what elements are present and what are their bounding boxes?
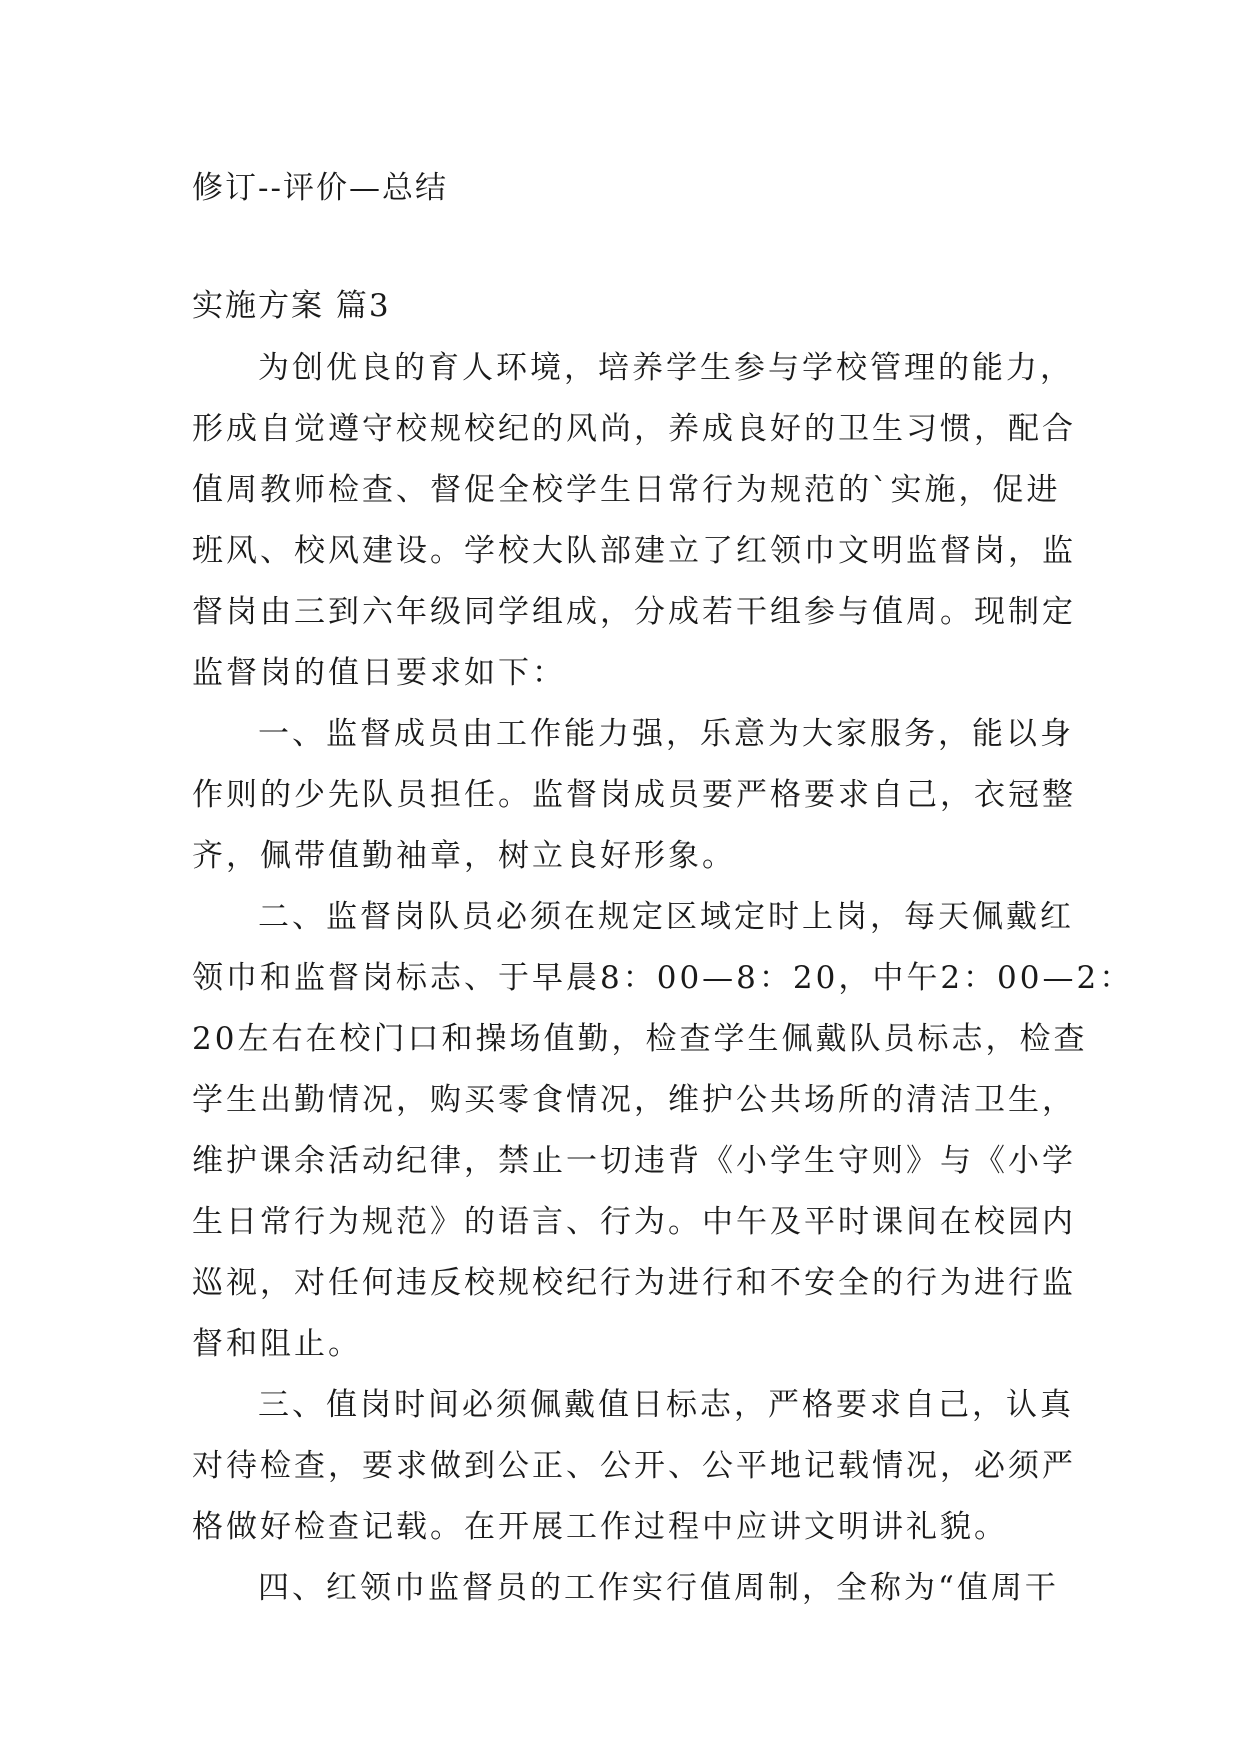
text-line: 监督岗的值日要求如下： <box>192 655 566 691</box>
text-line: 形成自觉遵守校规校纪的风尚，养成良好的卫生习惯，配合 <box>192 411 1076 447</box>
section-title: 实施方案 篇3 <box>192 288 391 324</box>
text-line: 学生出勤情况，购买零食情况，维护公共场所的清洁卫生， <box>192 1082 1076 1118</box>
text-line: 齐，佩带值勤袖章，树立良好形象。 <box>192 838 736 874</box>
page-heading: 修订--评价—总结 <box>192 170 448 206</box>
text-line: 督岗由三到六年级同学组成，分成若干组参与值周。现制定 <box>192 594 1076 630</box>
text-line: 领巾和监督岗标志、于早晨8：00—8：20，中午2：00—2： <box>192 960 1134 996</box>
text-line: 20左右在校门口和操场值勤，检查学生佩戴队员标志，检查 <box>192 1021 1088 1057</box>
text-line: 值周教师检查、督促全校学生日常行为规范的`实施，促进 <box>192 472 1061 508</box>
text-line: 格做好检查记载。在开展工作过程中应讲文明讲礼貌。 <box>192 1509 1008 1545</box>
text-line: 班风、校风建设。学校大队部建立了红领巾文明监督岗，监 <box>192 533 1076 569</box>
text-line: 三、值岗时间必须佩戴值日标志，严格要求自己，认真 <box>258 1387 1074 1423</box>
text-line: 作则的少先队员担任。监督岗成员要严格要求自己，衣冠整 <box>192 777 1076 813</box>
text-line: 巡视，对任何违反校规校纪行为进行和不安全的行为进行监 <box>192 1265 1076 1301</box>
text-line: 一、监督成员由工作能力强，乐意为大家服务，能以身 <box>258 716 1074 752</box>
text-line: 生日常行为规范》的语言、行为。中午及平时课间在校园内 <box>192 1204 1076 1240</box>
text-line: 对待检查，要求做到公正、公开、公平地记载情况，必须严 <box>192 1448 1076 1484</box>
text-line: 维护课余活动纪律，禁止一切违背《小学生守则》与《小学 <box>192 1143 1076 1179</box>
text-line: 二、监督岗队员必须在规定区域定时上岗，每天佩戴红 <box>258 899 1074 935</box>
text-line: 四、红领巾监督员的工作实行值周制，全称为“值周干 <box>258 1570 1059 1606</box>
text-line: 督和阻止。 <box>192 1326 362 1362</box>
document-body <box>192 338 1134 1619</box>
text-line: 为创优良的育人环境，培养学生参与学校管理的能力， <box>258 350 1074 386</box>
